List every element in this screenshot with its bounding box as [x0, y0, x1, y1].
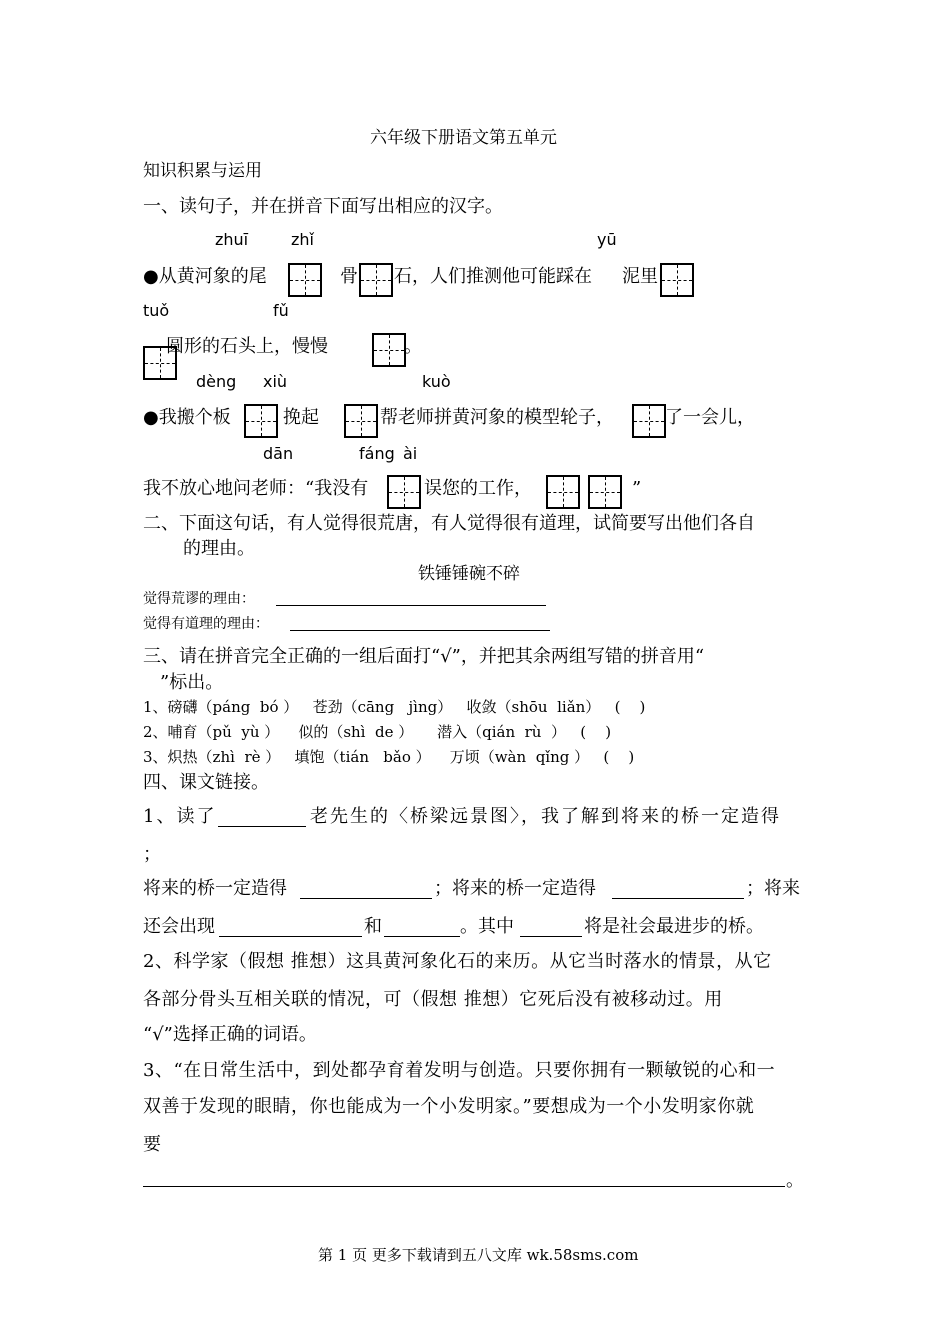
page-title: 六年级下册语文第五单元 — [370, 128, 557, 148]
q4-p1-c3: ；将来 — [746, 878, 800, 899]
pinyin-zhi: zhǐ — [291, 230, 314, 249]
q4-p1-d2: 和 — [364, 916, 382, 937]
pinyin-zhui: zhuī — [215, 230, 249, 249]
blank-bridge-3[interactable] — [612, 898, 744, 899]
char-box-ai[interactable] — [588, 475, 622, 509]
q4-p1-c2: ；将来的桥一定造得 — [434, 878, 596, 899]
q4-p1-a: 1、读了 — [143, 806, 217, 827]
q4-p2-line3: “√”选择正确的词语。 — [143, 1024, 317, 1045]
char-box-yu[interactable] — [660, 263, 694, 297]
absurd-reason-line[interactable] — [276, 605, 546, 606]
s2-text: 圆形的石头上，慢慢 — [166, 336, 328, 357]
q4-p1-d1: 还会出现 — [143, 916, 215, 937]
s4-part1: 我不放心地问老师：“我没有 — [143, 478, 369, 499]
q4-p1-d4: 将是社会最进步的桥。 — [584, 916, 764, 937]
pinyin-dan: dān — [263, 444, 294, 463]
q4-p2-line1: 2、科学家（假想 推想）这具黄河象化石的来历。从它当时落水的情景，从它 — [143, 951, 772, 972]
pinyin-fang: fáng — [359, 444, 395, 463]
q2-heading-line1: 二、下面这句话，有人觉得很荒唐，有人觉得很有道理，试简要写出他们各自 — [143, 513, 755, 534]
s3-part3: 帮老师拼黄河象的模型轮子， — [380, 407, 614, 428]
q4-heading: 四、课文链接。 — [143, 772, 269, 793]
q4-p3-line1: 3、“在日常生活中，到处都孕育着发明与创造。只要你拥有一颗敏锐的心和一 — [143, 1060, 776, 1081]
absurd-reason-label: 觉得荒谬的理由： — [143, 591, 255, 607]
reasonable-reason-line[interactable] — [290, 630, 550, 631]
s3-part1: ●我搬个板 — [143, 407, 231, 428]
q4-p1-b: 老先生的〈桥梁远景图〉，我了解到将来的桥一定造得 — [310, 806, 781, 827]
q4-p2-line2: 各部分骨头互相关联的情况，可（假想 推想）它死后没有被移动过。用 — [143, 989, 723, 1010]
pinyin-ai: ài — [403, 444, 418, 463]
pinyin-fu: fǔ — [273, 301, 289, 320]
s3-part2: 挽起 — [283, 407, 319, 428]
s3-part4: 了一会儿， — [665, 407, 755, 428]
s4-part2: 误您的工作， — [424, 478, 532, 499]
q4-p1-d3: 。其中 — [460, 916, 514, 937]
q4-p1-semi: ； — [143, 844, 161, 865]
char-box-zhui[interactable] — [288, 263, 322, 297]
pinyin-xiu: xiù — [263, 372, 288, 391]
q3-heading-line2: ”标出。 — [160, 672, 224, 693]
s1-part2: 骨 — [340, 266, 358, 287]
char-box-fang[interactable] — [546, 475, 580, 509]
q4-p3-line3: 要 — [143, 1134, 161, 1155]
pinyin-kuo: kuò — [422, 372, 451, 391]
blank-author[interactable] — [218, 826, 306, 827]
s1-part4: 泥里 — [622, 266, 658, 287]
s1-part3: 石，人们推测他可能踩在 — [394, 266, 592, 287]
char-box-dan[interactable] — [387, 475, 421, 509]
s4-end: ” — [632, 478, 642, 499]
q4-p1-c1: 将来的桥一定造得 — [143, 878, 287, 899]
char-box-zhi[interactable] — [359, 263, 393, 297]
page-footer: 第 1 页 更多下载请到五八文库 wk.58sms.com — [318, 1246, 639, 1264]
pinyin-yu: yū — [597, 230, 617, 249]
pinyin-deng: dèng — [196, 372, 237, 391]
char-box-deng[interactable] — [244, 404, 278, 438]
q3-heading-line1: 三、请在拼音完全正确的一组后面打“√”，并把其余两组写错的拼音用“ — [143, 646, 705, 667]
q1-heading: 一、读句子，并在拼音下面写出相应的汉字。 — [143, 196, 503, 217]
q2-heading-line2: 的理由。 — [183, 538, 255, 559]
blank-future-1[interactable] — [219, 936, 362, 937]
s2-end: 。 — [404, 336, 422, 357]
blank-most-advanced[interactable] — [520, 936, 582, 937]
q4-p3-end: 。 — [786, 1170, 804, 1191]
q3-row-1: 1、磅礴（páng bó ） 苍劲（cāng jìng） 收敛（shōu liǎn） ( ) — [143, 698, 646, 716]
pinyin-tuo: tuǒ — [143, 301, 170, 320]
q3-row-3: 3、炽热（zhì rè ） 填饱（tián bǎo ） 万顷（wàn qǐng ） ( ) — [143, 748, 635, 766]
answer-line-inventor[interactable] — [143, 1186, 785, 1187]
section-title: 知识积累与运用 — [143, 161, 262, 181]
q3-row-2: 2、哺育（pǔ yù ） 似的（shì de ） 潜入（qián rù ） ( ) — [143, 723, 612, 741]
s1-part1: ●从黄河象的尾 — [143, 266, 267, 287]
q4-p3-line2: 双善于发现的眼睛，你也能成为一个小发明家。”要想成为一个小发明家你就 — [143, 1096, 755, 1117]
reasonable-reason-label: 觉得有道理的理由： — [143, 616, 269, 632]
blank-bridge-2[interactable] — [300, 898, 432, 899]
blank-future-2[interactable] — [384, 936, 460, 937]
char-box-xiu[interactable] — [344, 404, 378, 438]
q2-quote: 铁锤锤碗不碎 — [418, 564, 520, 584]
char-box-fu[interactable] — [372, 333, 406, 367]
char-box-kuo[interactable] — [632, 404, 666, 438]
